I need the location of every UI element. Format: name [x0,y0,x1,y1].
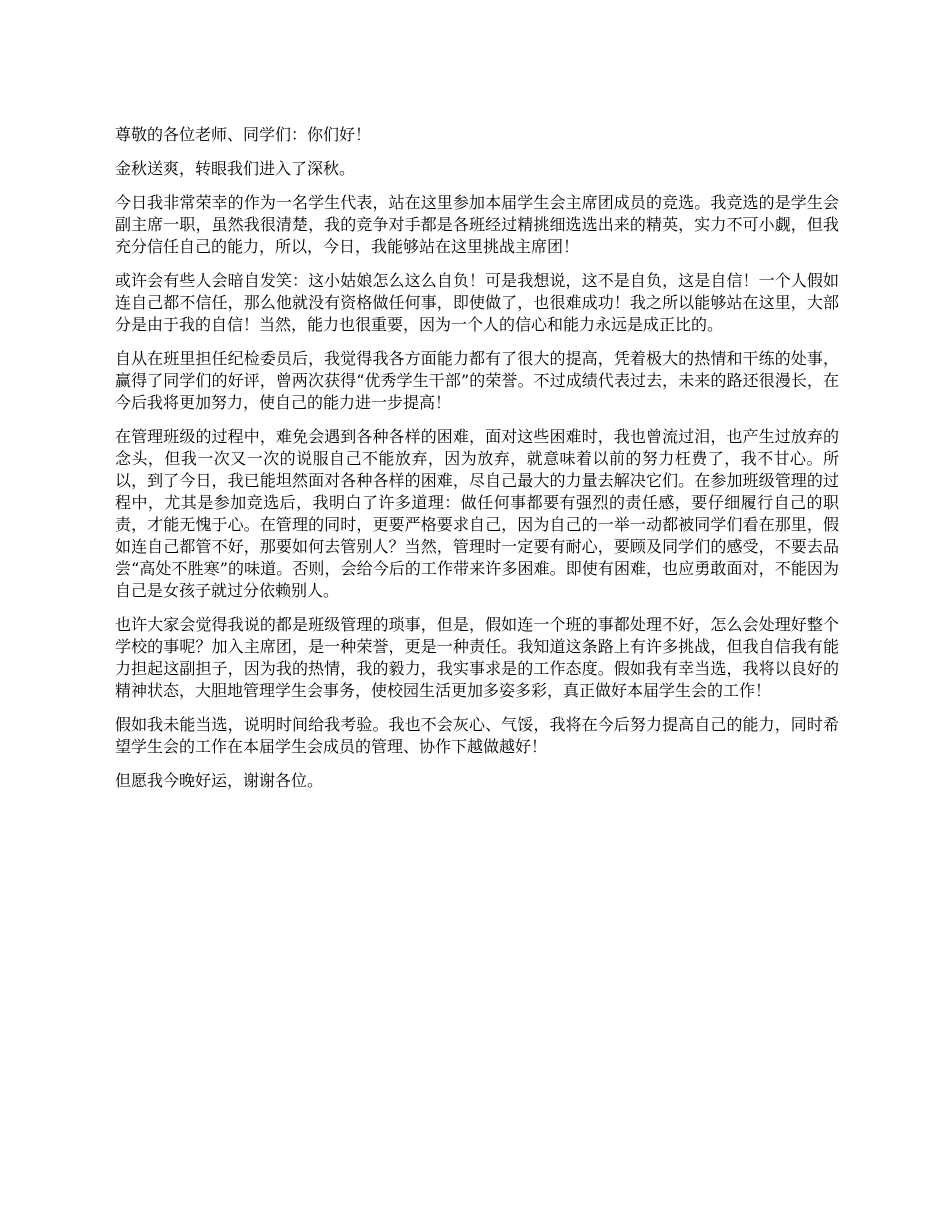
opening-paragraph: 金秋送爽，转眼我们进入了深秋。 [115,159,356,178]
responsibility-paragraph: 也许大家会觉得我说的都是班级管理的琐事，但是，假如连一个班的事都处理不好，怎么会处理好整个学校的事呢？加入主席团，是一种荣誉，更是一种责任。我知道这条路上有许多挑战，但我自信我有能力担起这副担子，因为我的热情，我的毅力，我实事求是的工作态度。假如我有幸当选，我将以良好的精神状态，大胆地管理学生会事务，使校园生活更加多姿多彩，真正做好本届学生会的工作！ [115,615,839,700]
introduction-paragraph: 今日我非常荣幸的作为一名学生代表，站在这里参加本届学生会主席团成员的竞选。我竞选的是学生会副主席一职，虽然我很清楚，我的竞争对手都是各班经过精挑细选选出来的精英，实力不可小觑，但我充分信任自己的能力，所以，今日，我能够站在这里挑战主席团！ [115,193,839,256]
if-not-elected-paragraph: 假如我未能当选，说明时间给我考验。我也不会灰心、气馁，我将在今后努力提高自己的能力，同时希望学生会的工作在本届学生会成员的管理、协作下越做越好！ [115,715,839,756]
management-paragraph: 在管理班级的过程中，难免会遇到各种各样的困难，面对这些困难时，我也曾流过泪，也产生过放弃的念头，但我一次又一次的说服自己不能放弃，因为放弃，就意味着以前的努力枉费了，我不甘心。所以，到了今日，我已能坦然面对各种各样的困难，尽自己最大的力量去解决它们。在参加班级管理的过程中，尤其是参加竞选后，我明白了许多道理：做任何事都要有强烈的责任感，要仔细履行自己的职责，才能无愧于心。在管理的同时，更要严格要求自己，因为自己的一举一动都被同学们看在那里，假如连自己都管不好，那要如何去管别人？当然，管理时一定要有耐心，要顾及同学们的感受，不要去品尝“高处不胜寒”的味道。否则，会给今后的工作带来许多困难。即使有困难，也应勇敢面对，不能因为自己是女孩子就过分依赖别人。 [115,427,839,600]
document-body [115,124,839,804]
greeting-paragraph: 尊敬的各位老师、同学们：你们好！ [115,125,372,144]
confidence-paragraph: 或许会有些人会暗自发笑：这小姑娘怎么这么自负！可是我想说，这不是自负，这是自信！一个人假如连自己都不信任，那么他就没有资格做任何事，即使做了，也很难成功！我之所以能够站在这里，大部分是由于我的自信！当然，能力也很重要，因为一个人的信心和能力永远是成正比的。 [115,271,839,334]
experience-paragraph: 自从在班里担任纪检委员后，我觉得我各方面能力都有了很大的提高，凭着极大的热情和干练的处事，赢得了同学们的好评，曾两次获得“优秀学生干部”的荣誉。不过成绩代表过去，未来的路还很漫长，在今后我将更加努力，使自己的能力进一步提高！ [115,349,839,412]
closing-paragraph: 但愿我今晚好运，谢谢各位。 [115,771,324,790]
